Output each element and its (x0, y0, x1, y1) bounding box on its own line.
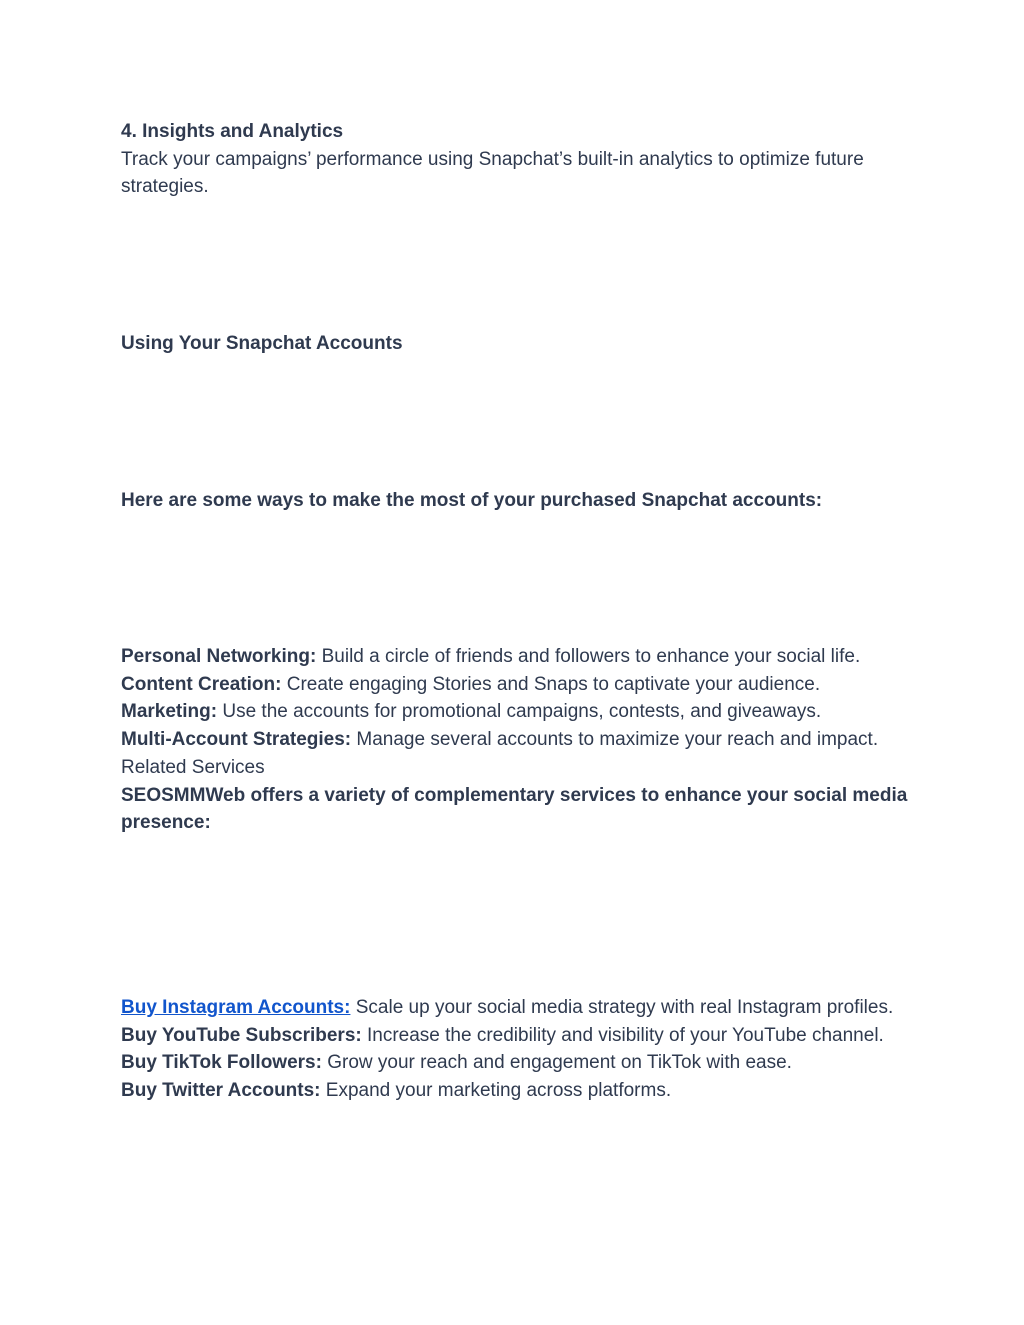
list-item-text: Expand your marketing across platforms. (320, 1080, 672, 1102)
buy-instagram-link[interactable]: Buy Instagram Accounts: (121, 997, 351, 1018)
list-item-text: Build a circle of friends and followers to enhance your social life. (316, 646, 861, 667)
related-title: Related Services (121, 756, 265, 778)
list-item (121, 643, 911, 671)
list-item-label: Content Creation: (121, 673, 282, 695)
list-item-text: Grow your reach and engagement on TikTok with ease. (321, 1052, 792, 1074)
list-item (121, 698, 911, 726)
ways-list (121, 643, 911, 837)
list-item-label: Marketing: (121, 701, 218, 723)
list-item-text: Create engaging Stories and Snaps to captivate your audience. (281, 673, 821, 695)
insights-section (121, 118, 911, 201)
services-list (121, 994, 911, 1105)
list-item (121, 994, 911, 1022)
list-item-label: Personal Networking: (121, 646, 317, 667)
list-item (121, 1022, 911, 1050)
list-item (121, 726, 911, 754)
list-item-label: Buy YouTube Subscribers: (121, 1024, 362, 1046)
using-heading: Using Your Snapchat Accounts (121, 333, 403, 354)
list-item-text: Scale up your social media strategy with real Instagram profiles. (350, 997, 894, 1018)
list-item-label: Multi-Account Strategies: (121, 729, 352, 751)
list-item-text: Increase the credibility and visibility of your YouTube channel. (361, 1024, 884, 1046)
insights-heading: 4. Insights and Analytics (121, 121, 344, 142)
list-item-text: Use the accounts for promotional campaigns, contests, and giveaways. (217, 701, 822, 723)
list-item-label: Buy TikTok Followers: (121, 1052, 322, 1074)
using-section (121, 330, 911, 358)
insights-body: Track your campaigns’ performance using Snapchat’s built-in analytics to optimize future strategies. (121, 148, 864, 198)
list-item-label: Buy Twitter Accounts: (121, 1080, 321, 1102)
list-item-text: Manage several accounts to maximize your reach and impact. (351, 729, 879, 751)
list-item (121, 1049, 911, 1077)
related-intro: SEOSMMWeb offers a variety of complementary services to enhance your social media presence: (121, 784, 908, 834)
ways-heading: Here are some ways to make the most of your purchased Snapchat accounts: (121, 490, 823, 511)
list-item (121, 1077, 911, 1105)
ways-section (121, 487, 911, 515)
list-item (121, 671, 911, 699)
